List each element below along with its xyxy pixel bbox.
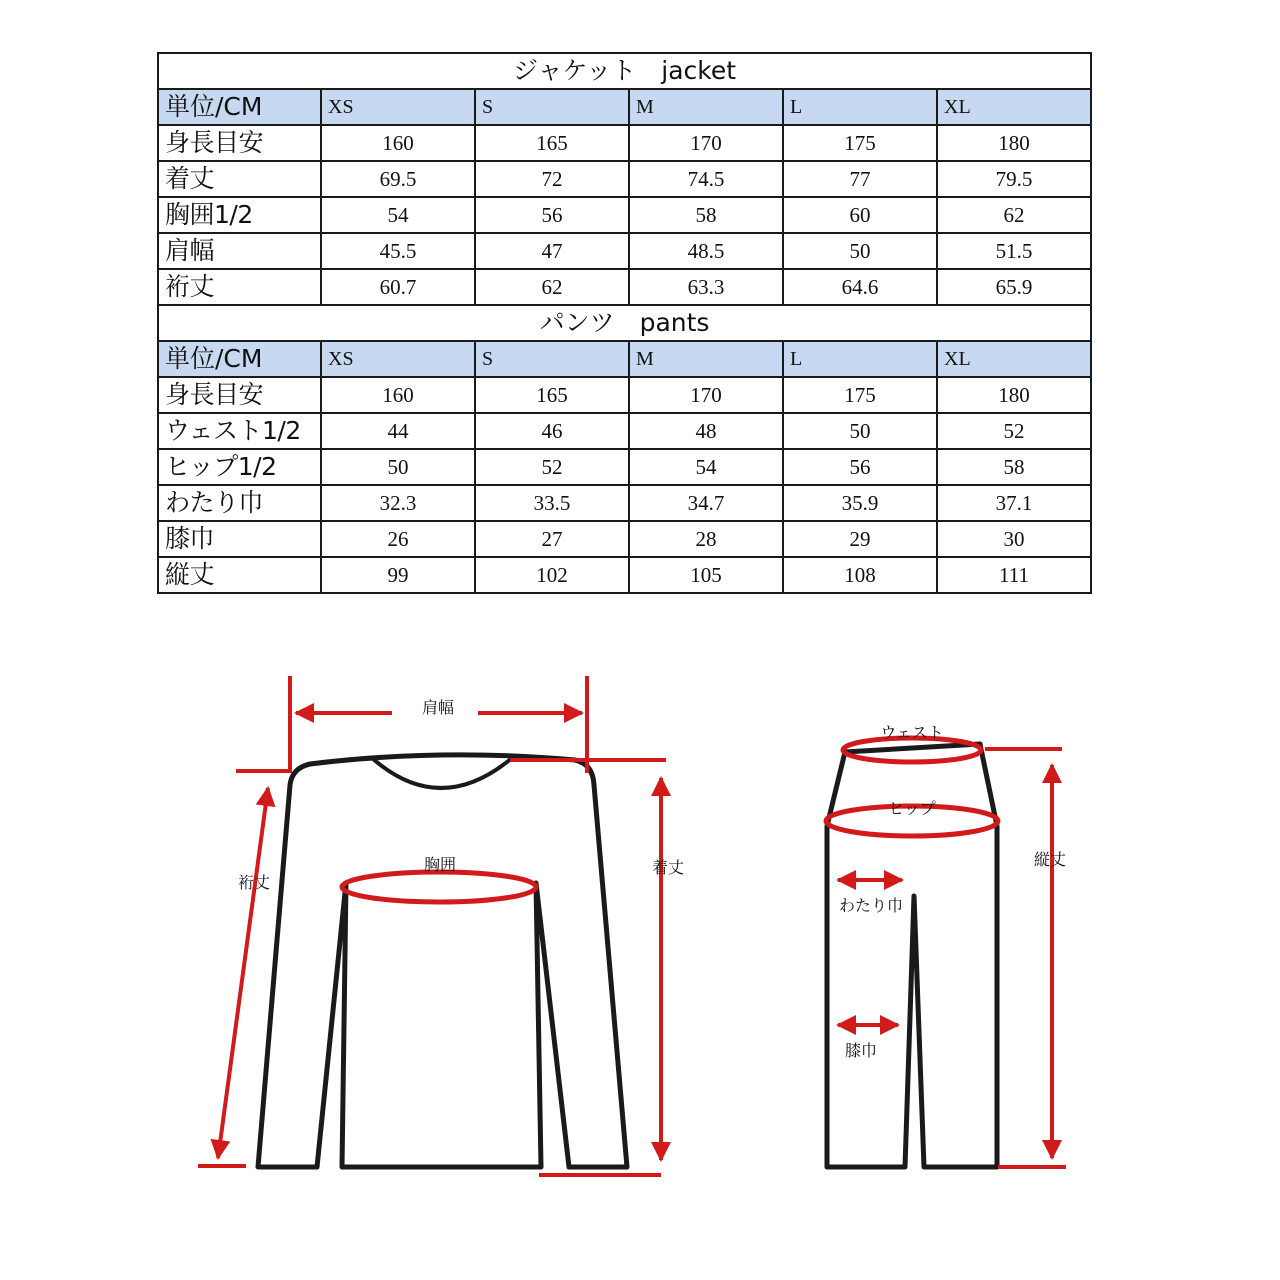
table-cell: 175 [783,377,937,413]
table-cell: 56 [783,449,937,485]
knee-label: 膝巾 [844,1041,878,1060]
table-row [158,125,1091,161]
size-header: S [475,341,629,377]
table-cell: 58 [937,449,1091,485]
table-cell: 52 [937,413,1091,449]
table-cell: 35.9 [783,485,937,521]
sleeve-label: 裄丈 [237,873,271,892]
unit-label: 単位/CM [158,341,321,377]
length-label: 着丈 [651,858,685,877]
size-header: M [629,341,783,377]
measurement-diagram [0,640,1280,1280]
jacket-neckline [372,758,512,788]
row-label: 肩幅 [158,233,321,269]
table-cell: 50 [783,233,937,269]
table-cell: 29 [783,521,937,557]
chest-measure-ring [342,872,536,902]
table-cell: 51.5 [937,233,1091,269]
size-header: L [783,89,937,125]
size-header: XL [937,89,1091,125]
table-cell: 62 [475,269,629,305]
table-cell: 64.6 [783,269,937,305]
table-row [158,161,1091,197]
table-cell: 60 [783,197,937,233]
table-row [158,413,1091,449]
table-row [158,197,1091,233]
size-header: L [783,341,937,377]
table-cell: 58 [629,197,783,233]
table-cell: 72 [475,161,629,197]
table-cell: 48.5 [629,233,783,269]
table-cell: 69.5 [321,161,475,197]
pants-header-row [158,341,1091,377]
table-cell: 60.7 [321,269,475,305]
table-cell: 102 [475,557,629,593]
table-cell: 37.1 [937,485,1091,521]
table-cell: 56 [475,197,629,233]
size-header: XL [937,341,1091,377]
table-cell: 28 [629,521,783,557]
jacket-table-title: ジャケット jacket [158,53,1091,89]
table-cell: 63.3 [629,269,783,305]
table-row [158,485,1091,521]
table-cell: 165 [475,125,629,161]
size-header: M [629,89,783,125]
row-label: 裄丈 [158,269,321,305]
table-cell: 30 [937,521,1091,557]
row-label: ウェスト1/2 [158,413,321,449]
table-cell: 170 [629,377,783,413]
row-label: 胸囲1/2 [158,197,321,233]
table-cell: 74.5 [629,161,783,197]
unit-label: 単位/CM [158,89,321,125]
table-cell: 50 [783,413,937,449]
row-label: 身長目安 [158,377,321,413]
table-cell: 50 [321,449,475,485]
table-cell: 175 [783,125,937,161]
hip-label: ヒップ [888,799,936,818]
outseam-label: 縦丈 [1033,850,1067,869]
table-row [158,377,1091,413]
table-cell: 165 [475,377,629,413]
row-label: わたり巾 [158,485,321,521]
row-label: 身長目安 [158,125,321,161]
table-row [158,449,1091,485]
table-cell: 54 [629,449,783,485]
table-row [158,269,1091,305]
jacket-outline [258,755,627,1167]
pants-measure-lines [838,749,1066,1167]
table-cell: 160 [321,377,475,413]
jacket-measure-lines [198,676,666,1175]
table-cell: 48 [629,413,783,449]
table-cell: 34.7 [629,485,783,521]
pants-table-title: パンツ pants [158,305,1091,341]
table-cell: 180 [937,377,1091,413]
table-cell: 54 [321,197,475,233]
jacket-header-row [158,89,1091,125]
table-cell: 180 [937,125,1091,161]
pants-diagram [826,723,1066,1167]
waist-label: ウェスト [880,723,944,742]
table-cell: 62 [937,197,1091,233]
size-header: XS [321,341,475,377]
table-row [158,557,1091,593]
row-label: 縦丈 [158,557,321,593]
jacket-diagram [198,676,684,1175]
row-label: ヒップ1/2 [158,449,321,485]
size-table [157,52,1092,594]
row-label: 膝巾 [158,521,321,557]
table-cell: 32.3 [321,485,475,521]
table-cell: 45.5 [321,233,475,269]
table-cell: 52 [475,449,629,485]
table-cell: 26 [321,521,475,557]
table-row [158,233,1091,269]
table-cell: 170 [629,125,783,161]
size-header: S [475,89,629,125]
row-label: 着丈 [158,161,321,197]
table-cell: 79.5 [937,161,1091,197]
table-cell: 65.9 [937,269,1091,305]
table-cell: 33.5 [475,485,629,521]
table-cell: 46 [475,413,629,449]
table-cell: 44 [321,413,475,449]
size-header: XS [321,89,475,125]
table-row [158,521,1091,557]
table-cell: 27 [475,521,629,557]
thigh-label: わたり巾 [838,896,904,915]
table-cell: 77 [783,161,937,197]
table-cell: 108 [783,557,937,593]
table-cell: 160 [321,125,475,161]
table-cell: 47 [475,233,629,269]
table-cell: 105 [629,557,783,593]
pants-title-row [158,305,1091,341]
table-cell: 111 [937,557,1091,593]
chest-label: 胸囲 [423,855,457,874]
table-cell: 99 [321,557,475,593]
shoulder-label: 肩幅 [421,698,455,717]
jacket-title-row [158,53,1091,89]
